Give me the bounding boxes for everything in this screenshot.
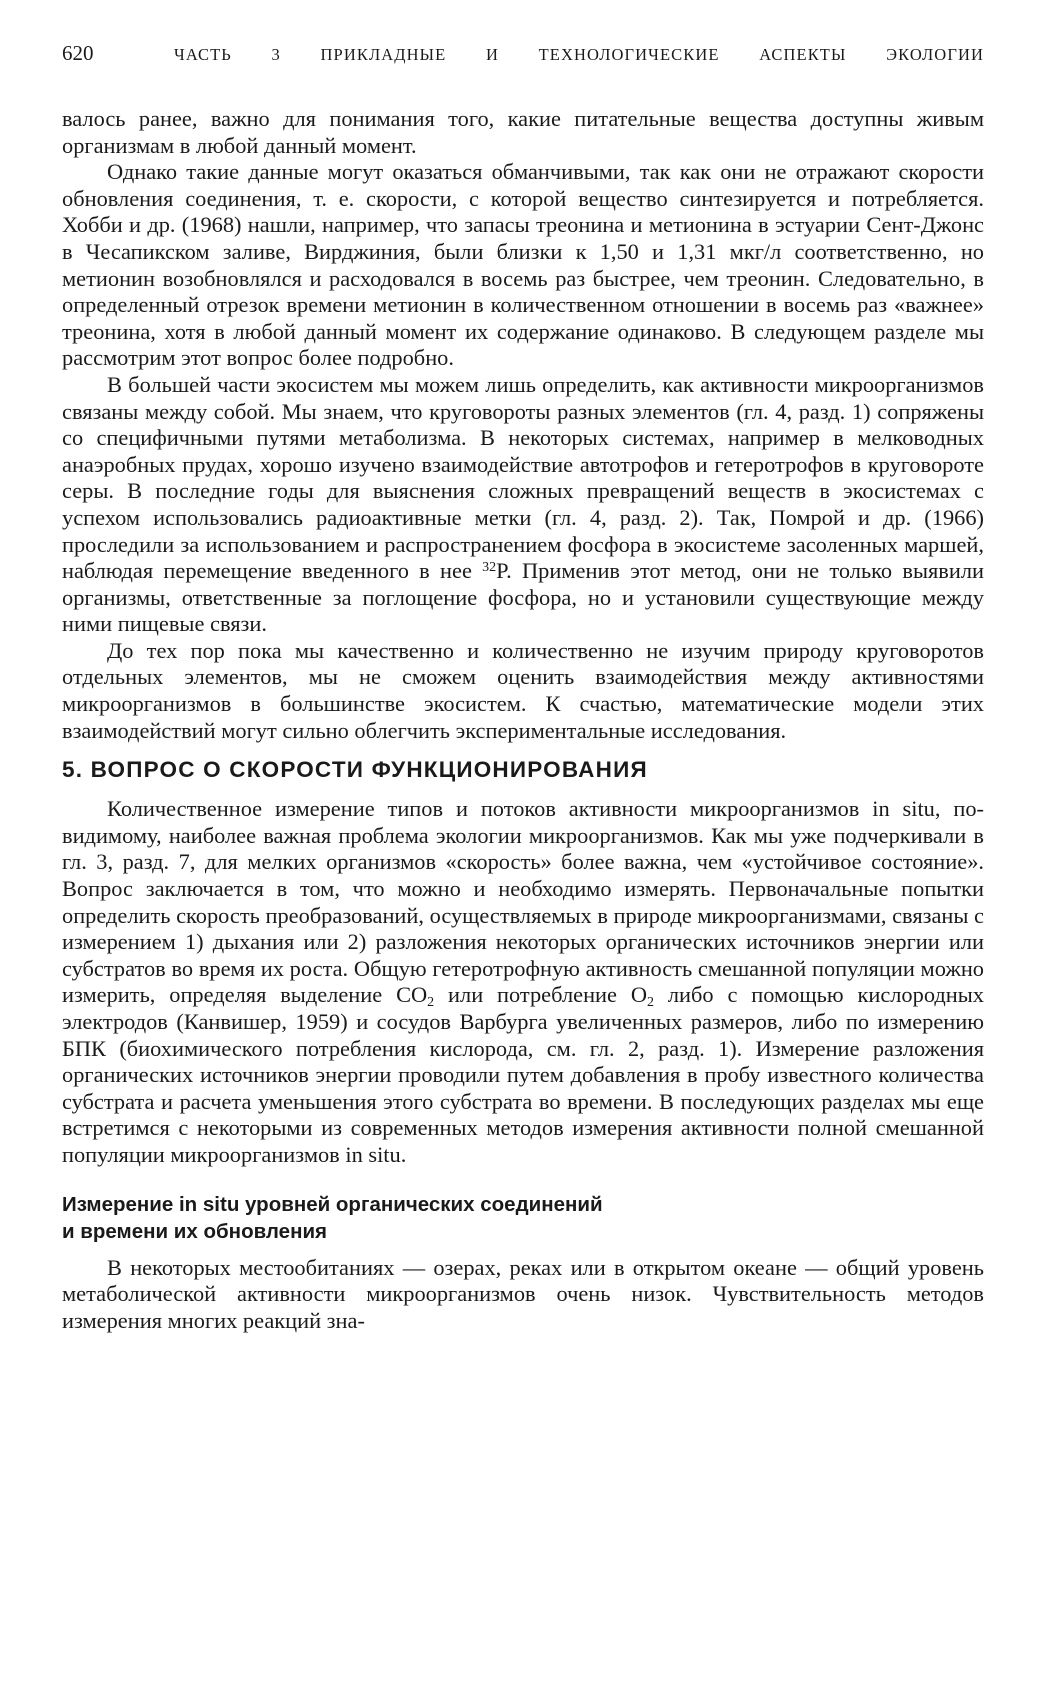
subsection-heading [62,1191,984,1245]
page-number: 620 [62,41,94,65]
paragraph-5-text-b: или потребление O [434,982,648,1008]
subscript-co2: 2 [427,995,435,1011]
paragraph-2: Однако такие данные могут оказаться обманчивыми, так как они не отражают скорости обновления соединения, т. е. скорости, с которой вещество синтезируется и потребляется. Хобби и др. (1968) нашли, например, что запасы треонина и метионина в эстуарии Сент-Джонс в Чесапикском заливе, Вирджиния, были близки к 1,50 и 1,31 мкг/л соответственно, но метионин возобновлялся и расходовался в восемь раз быстрее, чем треонин. Следовательно, в определенный отрезок времени метионин в количественном отношении в восемь раз «важнее» треонина, хотя в любой данный момент их содержание одинаково. В следующем разделе мы рассмотрим этот вопрос более подробно. [62,159,984,371]
paragraph-3 [62,372,984,638]
paragraph-5-text-c: либо с помощью кислородных электродов (Канвишер, 1959) и сосудов Варбурга увеличенных размеров, либо по измерению БПК (биохимического потребления кислорода, см. гл. 2, разд. 1). Измерение разложения органических источников энергии проводили путем добавления в пробу известного количества субстрата и расчета уменьшения этого субстрата во времени. В последующих разделах мы еще встретимся с некоторыми из современных методов измерения активности полной смешанной популяции микроорганизмов in situ. [62,982,984,1167]
subsection-heading-line-1: Измерение in situ уровней органических соединений [62,1192,603,1216]
paragraph-1: валось ранее, важно для понимания того, какие питательные вещества доступны живым организмам в любой данный момент. [62,106,984,158]
paragraph-3-text-b: P. Применив этот метод, они не только выявили организмы, ответственные за поглощение фосфора, но и установили существующие между ними пищевые связи. [62,558,984,637]
isotope-superscript: 32 [482,560,497,576]
running-title: ЧАСТЬ 3 ПРИКЛАДНЫЕ И ТЕХНОЛОГИЧЕСКИЕ АСПЕКТЫ ЭКОЛОГИИ [174,45,984,64]
subsection-heading-line-2: и времени их обновления [62,1219,328,1243]
paragraph-6: В некоторых местообитаниях — озерах, реках или в открытом океане — общий уровень метаболической активности микроорганизмов очень низок. Чувствительность методов измерения многих реакций зна- [62,1254,984,1333]
paragraph-4: До тех пор пока мы качественно и количественно не изучим природу круговоротов отдельных элементов, мы не сможем оценить взаимодействия между активностями микроорганизмов в большинстве экосистем. К счастью, математические модели этих взаимодействий могут сильно облегчить экспериментальные исследования. [62,637,984,743]
subscript-o2: 2 [647,995,655,1011]
paragraph-5-text-a: Количественное измерение типов и потоков активности микроорганизмов in situ, по-видимому, наиболее важная проблема экологии микроорганизмов. Как мы уже подчеркивали в гл. 3, разд. 7, для мелких организмов «скорость» более важна, чем «устойчивое состояние». Вопрос заключается в том, что можно и необходимо измерять. Первоначальные попытки определить скорость преобразований, осуществляемых в природе микроорганизмами, связаны с измерением 1) дыхания или 2) разложения некоторых органических источников энергии или субстратов во время их роста. Общую гетеротрофную активность смешанной популяции можно измерить, определяя выделение CO [62,796,984,1008]
paragraph-3-text-a: В большей части экосистем мы можем лишь определить, как активности микроорганизмов связаны между собой. Мы знаем, что круговороты разных элементов (гл. 4, разд. 1) сопряжены со специфичными путями метаболизма. В некоторых системах, например в мелководных анаэробных прудах, хорошо изучено взаимодействие автотрофов и гетеротрофов в круговороте серы. В последние годы для выяснения сложных превращений веществ в экосистемах с успехом использовались радиоактивные метки (гл. 4, разд. 2). Так, Помрой и др. (1966) проследили за использованием и распространением фосфора в экосистеме засоленных маршей, наблюдая перемещение введенного в нее [62,371,984,584]
document-page [62,40,984,1334]
running-head [62,40,984,76]
paragraph-5 [62,796,984,1168]
section-heading: 5. ВОПРОС О СКОРОСТИ ФУНКЦИОНИРОВАНИЯ [62,757,648,783]
